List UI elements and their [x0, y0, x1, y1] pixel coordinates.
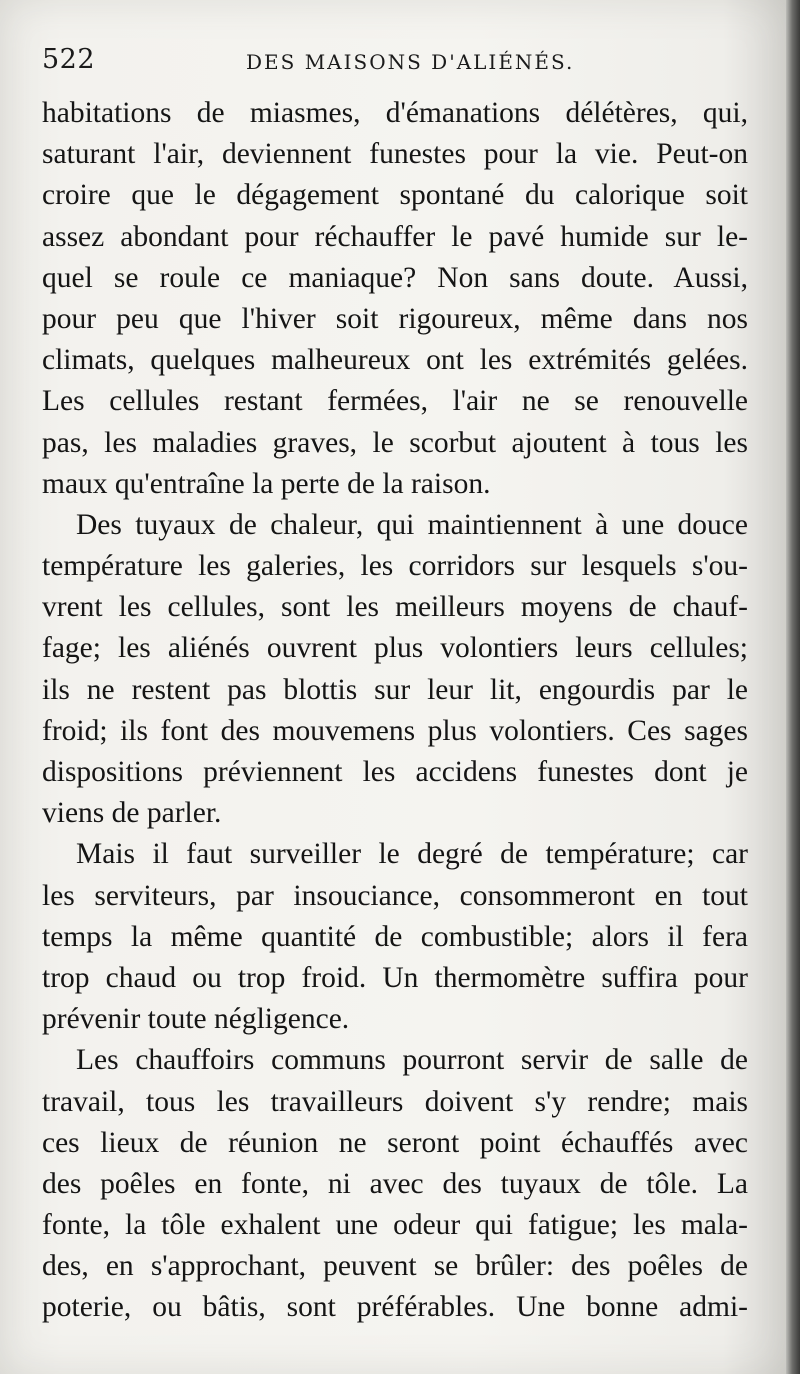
- text-line: des poêles en fonte, ni avec des tuyaux de tôle. La: [42, 1167, 748, 1200]
- paragraph-first-line: Mais il faut surveiller le degré de température; car: [76, 838, 748, 871]
- page-header: [42, 44, 742, 80]
- paragraph-first-line: Les chauffoirs communs pourront servir de salle de: [76, 1044, 748, 1077]
- body-text: [42, 93, 748, 1329]
- running-head: DES MAISONS D'ALIÉNÉS.: [246, 50, 575, 74]
- text-line: dispositions préviennent les accidens funestes dont je: [42, 756, 748, 788]
- text-line: fage; les aliénés ouvrent plus volontiers leurs cellules;: [42, 632, 748, 665]
- text-line: des, en s'approchant, peuvent se brûler: des poêles de: [42, 1250, 748, 1283]
- text-line: quel se roule ce maniaque? Non sans doute. Aussi,: [42, 261, 748, 294]
- page-edge-shadow: [786, 0, 800, 1374]
- text-line: travail, tous les travailleurs doivent s'y rendre; mais: [42, 1085, 748, 1118]
- text-line: climats, quelques malheureux ont les extrémités gelées.: [42, 344, 748, 377]
- text-line: ils ne restent pas blottis sur leur lit, engourdis par le: [42, 673, 748, 706]
- text-line: temps la même quantité de combustible; alors il fera: [42, 920, 748, 953]
- text-line: fonte, la tôle exhalent une odeur qui fatigue; les mala-: [42, 1209, 748, 1242]
- text-line: maux qu'entraîne la perte de la raison.: [42, 467, 491, 500]
- text-line: saturant l'air, deviennent funestes pour la vie. Peut-on: [42, 138, 748, 171]
- text-line: prévenir toute négligence.: [42, 1003, 350, 1036]
- text-line: ces lieux de réunion ne seront point échauffés avec: [42, 1126, 748, 1159]
- text-line: viens de parler.: [42, 797, 222, 830]
- page-number: 522: [42, 44, 96, 75]
- text-line: pour peu que l'hiver soit rigoureux, même dans nos: [42, 302, 748, 335]
- text-line: habitations de miasmes, d'émanations délétères, qui,: [42, 97, 748, 129]
- paragraph-first-line: Des tuyaux de chaleur, qui maintiennent à une douce: [76, 508, 748, 541]
- text-line: vrent les cellules, sont les meilleurs moyens de chauf-: [42, 591, 748, 624]
- text-line: trop chaud ou trop froid. Un thermomètre suffira pour: [42, 961, 748, 994]
- text-line: température les galeries, les corridors sur lesquels s'ou-: [42, 550, 748, 583]
- text-line: pas, les maladies graves, le scorbut ajoutent à tous les: [42, 426, 748, 459]
- text-line: les serviteurs, par insouciance, consommeront en tout: [42, 879, 748, 912]
- text-line: Les cellules restant fermées, l'air ne se renouvelle: [42, 385, 748, 418]
- text-line: poterie, ou bâtis, sont préférables. Une bonne admi-: [42, 1291, 748, 1324]
- text-line: croire que le dégagement spontané du calorique soit: [42, 179, 748, 212]
- text-line: assez abondant pour réchauffer le pavé humide sur le-: [42, 220, 748, 253]
- text-line: froid; ils font des mouvemens plus volontiers. Ces sages: [42, 714, 748, 747]
